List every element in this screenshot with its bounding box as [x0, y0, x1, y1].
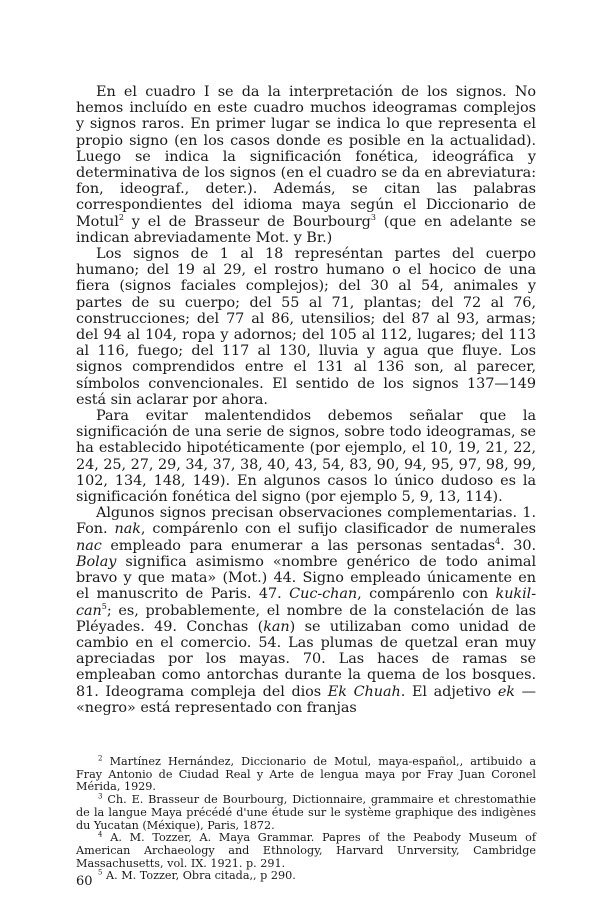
text-run: , compárenlo con el sufijo clasificador de numerales	[140, 521, 536, 538]
italic-term: nak	[114, 521, 141, 538]
text-run: — «negro» está representado con franjas	[76, 683, 536, 716]
text-run: empleado para enumerar a las personas sentadas	[101, 537, 496, 554]
text-run: Los signos de 1 al 18 represéntan partes del cuerpo humano; del 19 al 29, el rostro humano o el hocico de una fiera (signos faciales complejos); del 30 al 54, animales y partes de su cuerpo; del 55 al 71, plantas; del 72 al 76, construcciones; del 77 al 86, utensilios; del 87 al 93, armas; del 94 al 104, ropa y adornos; del 105 al 112, lugares; del 113 al 116, fuego; del 117 al 130, lluvia y agua que fluye. Los signos comprendidos entre el 131 al 136 son, al parecer, símbolos convencionales. El sentido de los signos 137—149 está sin aclarar por ahora.	[76, 246, 536, 408]
footnote-text: A. M. Tozzer, A. Maya Grammar. Papres of the Peabody Museum of American Archaeology and Ethnology, Harvard Unrversity, Cambridge Massachusetts, vol. IX. 1921. p. 291.	[76, 831, 536, 870]
footnote	[76, 832, 536, 870]
footnote-text: Martínez Hernández, Diccionario de Motul, maya-español,, artibuido a Fray Antonio de Ciudad Real y Arte de lengua maya por Fray Juan Coronel Mérida, 1929.	[76, 755, 536, 794]
footnote	[76, 870, 536, 883]
paragraph	[76, 505, 536, 716]
footnote-text: A. M. Tozzer, Obra citada,, p 290.	[106, 869, 296, 883]
footnotes-section	[76, 756, 536, 883]
text-run: significa asimismo «nombre genérico de todo animal bravo y que mata» (Mot.) 44. Signo empleado únicamente en el manuscrito de Paris. 47.	[76, 553, 536, 603]
footnote-number: 2	[98, 754, 103, 763]
text-run: En el cuadro I se da la interpretación de los signos. No hemos incluído en este cuadro muchos ideogramas complejos y signos raros. En primer lugar se indica lo que representa el propio signo (en los casos donde es posible en la actualidad). Luego se indica la significación fonética, ideográfica y determinativa de los signos (en el cuadro se da en abreviatura: fon, ideograf., deter.). Además, se citan las palabras correspondientes del idioma maya según el Diccionario de Motul	[76, 84, 536, 230]
footnote-number: 5	[98, 868, 103, 877]
text-run: ; es, probablemente, el nombre de la constelación de las Pléyades. 49. Conchas (	[76, 602, 536, 635]
italic-term: kukil-can	[76, 586, 537, 619]
footnote-number: 4	[98, 830, 103, 839]
text-run: y el de Brasseur de Bourbourg	[123, 213, 371, 230]
body-text	[76, 84, 536, 716]
footnote-ref: 2	[118, 212, 124, 222]
paragraph	[76, 408, 536, 505]
footnote	[76, 794, 536, 832]
footnote	[76, 756, 536, 794]
footnote-ref: 4	[495, 536, 501, 546]
italic-term: ek	[497, 683, 515, 700]
italic-term: kan	[263, 618, 290, 635]
italic-term: Bolay	[76, 553, 117, 570]
paragraph	[76, 84, 536, 246]
footnote-text: Ch. E. Brasseur de Bourbourg, Dictionnaire, grammaire et chrestomathie de la langue Maya précédé d'une étude sur le système graphique des indigènes du Yucatan (Méxique), Paris, 1872.	[76, 793, 536, 832]
page-number: 60	[76, 874, 93, 889]
footnote-ref: 5	[101, 601, 107, 611]
paragraph	[76, 246, 536, 408]
text-run: . El adjetivo	[400, 683, 498, 700]
text-run: Para evitar malentendidos debemos señalar que la significación de una serie de signos, sobre todo ideogramas, se ha establecido hipotéticamente (por ejemplo, el 10, 19, 21, 22, 24, 25, 27, 29, 34, 37, 38, 40, 43, 54, 83, 90, 94, 95, 97, 98, 99, 102, 134, 148, 149). En algunos casos lo único dudoso es la significación fonética del signo (por ejemplo 5, 9, 13, 114).	[76, 408, 536, 506]
text-run: , compárenlo con	[357, 586, 496, 603]
italic-term: Ek Chuah	[327, 683, 401, 700]
text-run: Algunos signos precisan observaciones complementarias. 1. Fon.	[76, 505, 536, 538]
footnote-ref: 3	[370, 212, 376, 222]
italic-term: nac	[76, 537, 102, 554]
text-run: . 30.	[500, 537, 536, 554]
text-run: ) se utilizaban como unidad de cambio en el comercio. 54. Las plumas de quetzal eran muy apreciadas por los mayas. 70. Las haces de ramas se empleaban como antorchas durante la quema de los bosques. 81. Ideograma compleja del dios	[76, 618, 536, 700]
text-run: (que en adelante se indican abreviadamente Mot. y Br.)	[76, 213, 537, 246]
footnote-number: 3	[98, 792, 103, 801]
italic-term: Cuc-chan	[289, 586, 358, 603]
